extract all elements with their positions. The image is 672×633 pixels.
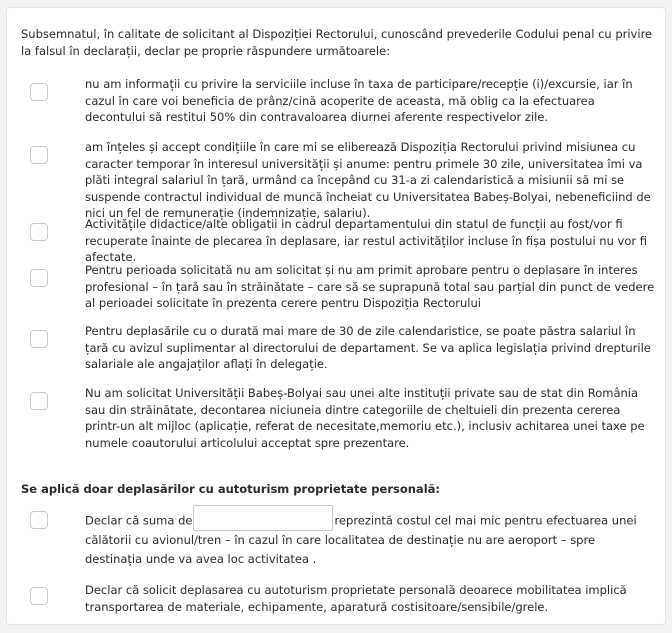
car-sum-text <box>85 511 655 569</box>
car-reason-checkbox[interactable] <box>30 587 48 605</box>
car-sum-checkbox[interactable] <box>30 511 48 529</box>
declaration-checkbox[interactable] <box>30 83 48 101</box>
declaration-checkbox[interactable] <box>30 392 48 410</box>
declaration-checkbox[interactable] <box>30 146 48 164</box>
declaration-text: am înțeles și accept condițiile în care mi se eliberează Dispoziția Rectorului privind misiunea cu caracter temporar în interesul universității și anume: pentru primele 30 zile, universitatea îmi va plăti integral salariul în țară, urmând ca începând cu 31-a zi calendaristică a misiunii să mi se suspende contractul individual de muncă încheiat cu Universitatea Babeș-Bolyai, nebeneficiind de nici un fel de remunerație (indemnizație, salariu). <box>85 140 651 220</box>
declaration-checkbox[interactable] <box>30 223 48 241</box>
declaration-checkbox[interactable] <box>30 269 48 287</box>
sum-input[interactable] <box>193 505 333 531</box>
declaration-text: Nu am solicitat Universității Babeș-Bolyai sau unei alte instituții private sau de stat din România sau din străinătate, decontarea niciuneia dintre categoriile de cheltuieli din prezenta cererea printr-un alt mijloc (aplicație, referat de necesitate,memoriu etc.), inclusiv achitarea unei taxe pe numele coautorului articolului acceptat spre prezentare. <box>85 386 645 450</box>
car-section-title: Se aplică doar deplasărilor cu autoturism proprietate personală: <box>21 482 440 496</box>
car-reason-text: Declar că solicit deplasarea cu autoturism proprietate personală deoarece mobilitatea implică transportarea de materiale, echipamente, aparatură costisitoare/sensibile/grele. <box>85 583 627 614</box>
declaration-text: Activitățile didactice/alte obligatii in cadrul departamentului din statul de funcții au fost/vor fi recuperate înainte de plecarea în deplasare, iar restul activităților incluse în fișa postului nu vor fi afectate. <box>85 217 648 264</box>
declaration-text: Pentru perioada solicitată nu am solicitat și nu am primit aprobare pentru o deplasare în interes profesional – în țară sau în străinătate – care să se suprapună total sau parțial din punct de vedere al perioadei solicitate în prezenta cerere pentru Dispoziția Rectorului <box>85 263 655 310</box>
car-sum-suffix: reprezintă costul cel mai mic pentru efectuarea unei călătorii cu avionul/tren – în cazul în care localitatea de destinație nu are aeroport – spre destinația unde va avea loc activitatea . <box>85 513 637 566</box>
intro-text: Subsemnatul, în calitate de solicitant al Dispoziției Rectorului, cunoscând prevederile Codului penal cu privire la falsul în declarații, declar pe proprie răspundere următoarele: <box>21 27 653 58</box>
declaration-checkbox[interactable] <box>30 330 48 348</box>
declaration-card <box>6 7 666 625</box>
car-sum-prefix: Declar că suma de <box>85 513 193 528</box>
declaration-text: nu am informații cu privire la serviciile incluse în taxa de participare/recepție (i)/excursie, iar în cazul în care voi beneficia de prânz/cină acoperite de aceasta, mă oblig ca la efectuarea decontului să restitui 50% din contravaloarea diurnei aferente respectivelor zile. <box>85 77 633 124</box>
declaration-text: Pentru deplasările cu o durată mai mare de 30 de zile calendaristice, se poate păstra salariul în țară cu avizul suplimentar al directorului de departament. Se va aplica legislația privind drepturile salariale ale angajaților aflați în delegație. <box>85 324 651 371</box>
